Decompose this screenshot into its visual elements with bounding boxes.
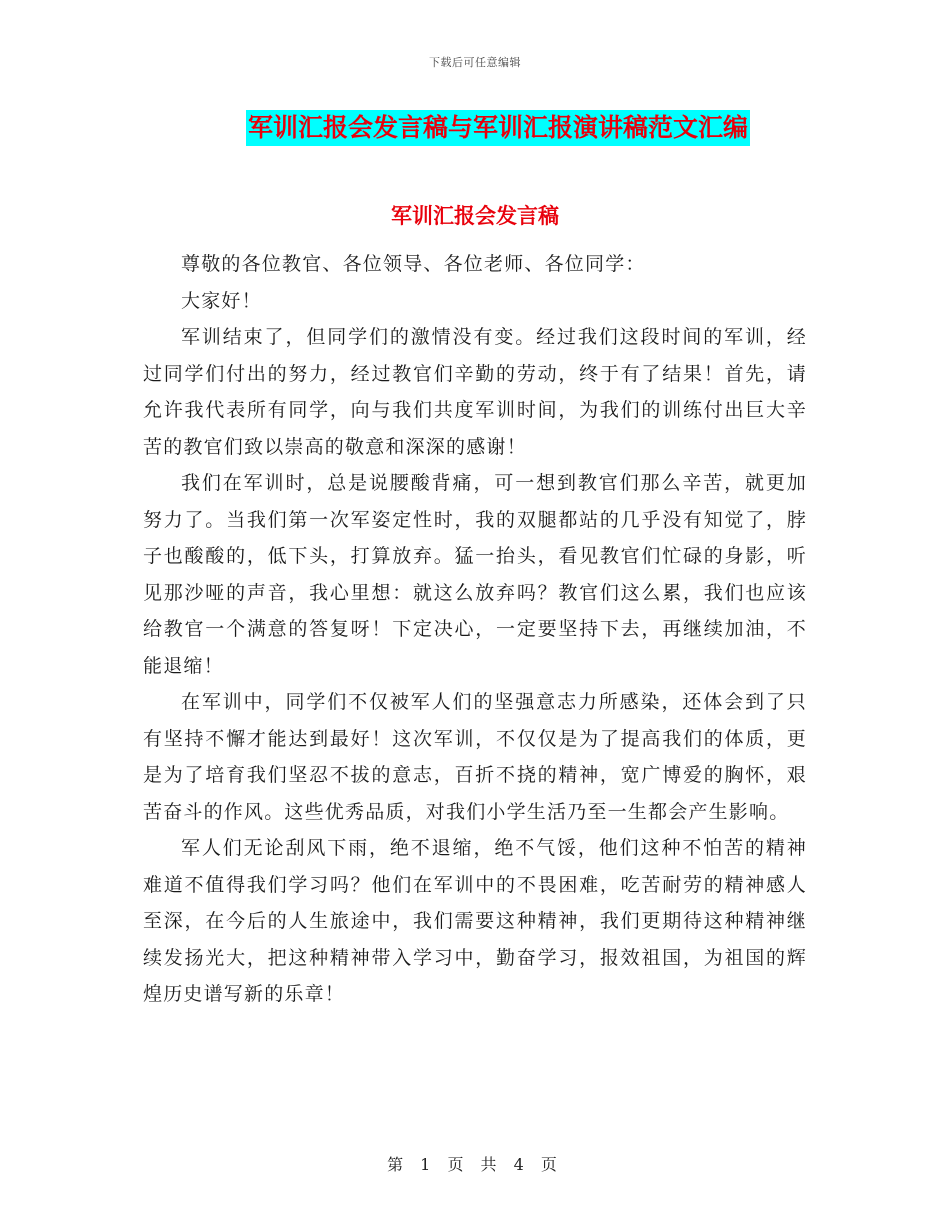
document-title-container xyxy=(0,110,950,146)
page-number-footer: 第 1 页 共 4 页 xyxy=(387,1155,563,1174)
body-paragraph: 军训结束了，但同学们的激情没有变。经过我们这段时间的军训，经过同学们付出的努力，经过教官们辛勤的劳动，终于有了结果！首先，请允许我代表所有同学，向与我们共度军训时间，为我们的训练付出巨大辛苦的教官们致以崇高的敬意和深深的感谢！ xyxy=(143,326,807,458)
document-title: 军训汇报会发言稿与军训汇报演讲稿范文汇编 xyxy=(246,110,750,146)
salutation-paragraph: 尊敬的各位教官、各位领导、各位老师、各位同学： xyxy=(181,253,646,275)
header-note: 下载后可任意编辑 xyxy=(429,56,521,69)
body-paragraph: 军人们无论刮风下雨，绝不退缩，绝不气馁，他们这种不怕苦的精神难道不值得我们学习吗？他们在军训中的不畏困难，吃苦耐劳的精神感人至深，在今后的人生旅途中，我们需要这种精神，我们更期待这种精神继续发扬光大，把这种精神带入学习中，勤奋学习，报效祖国，为祖国的辉煌历史谱写新的乐章！ xyxy=(143,837,807,1005)
body-paragraph: 在军训中，同学们不仅被军人们的坚强意志力所感染，还体会到了只有坚持不懈才能达到最好！这次军训，不仅仅是为了提高我们的体质，更是为了培育我们坚忍不拔的意志，百折不挠的精神，宽广博爱的胸怀，艰苦奋斗的作风。这些优秀品质，对我们小学生活乃至一生都会产生影响。 xyxy=(143,691,807,823)
greeting-paragraph: 大家好！ xyxy=(181,289,262,312)
section-title: 军训汇报会发言稿 xyxy=(391,204,559,228)
body-paragraph: 我们在军训时，总是说腰酸背痛，可一想到教官们那么辛苦，就更加努力了。当我们第一次军姿定性时，我的双腿都站的几乎没有知觉了，脖子也酸酸的，低下头，打算放弃。猛一抬头，看见教官们忙碌的身影，听见那沙哑的声音，我心里想：就这么放弃吗？教官们这么累，我们也应该给教官一个满意的答复呀！下定决心，一定要坚持下去，再继续加油，不能退缩！ xyxy=(143,472,807,677)
body-text xyxy=(143,246,807,1013)
